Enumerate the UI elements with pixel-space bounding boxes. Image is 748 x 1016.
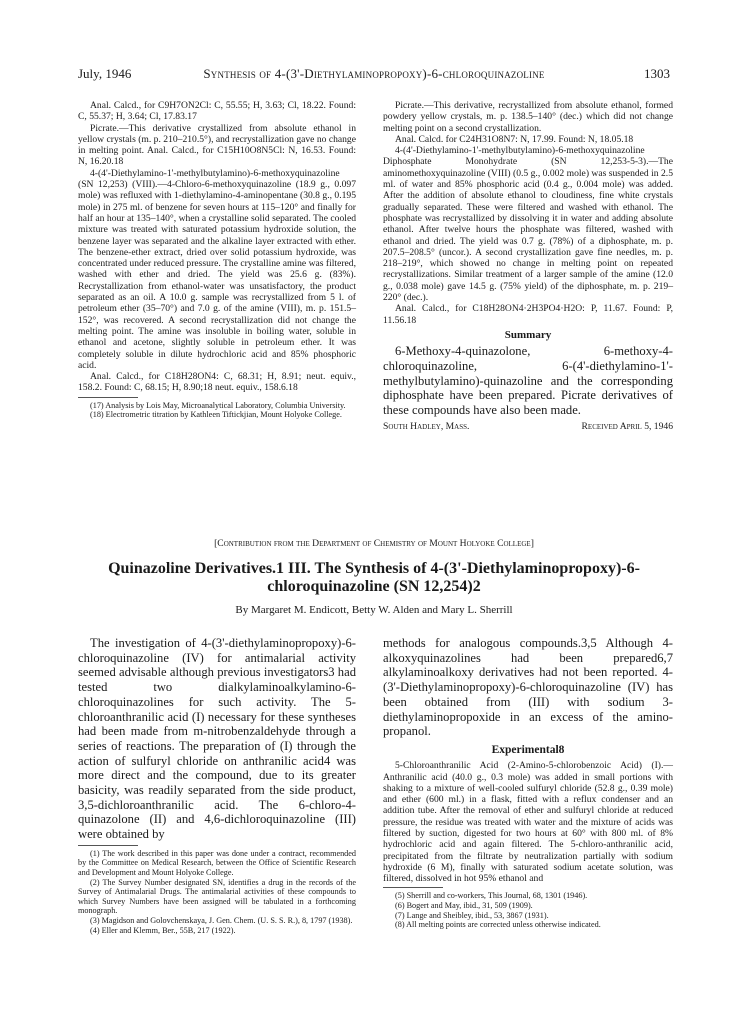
running-header xyxy=(78,66,670,82)
footnote-divider xyxy=(78,397,138,398)
compound-viii-paragraph: 4-(4'-Diethylamino-1'-methylbutylamino)-6-methoxyquinazoline (SN 12,253) (VIII).—4-Chloro-6-methoxyquinazoline (18.9 g., 0.097 mole) was refluxed with 1-diethylamino-4-aminopentane (30.8 g., 0.195 mole) in 275 ml. of benzene for seven hours at 115–120° and finally for half an hour at 135–140°, when a crystalline solid separated. The cooled mixture was treated with saturated potassium hydroxide solution, the benzene layer was separated and the alkaline layer extracted with ether. The benzene-ether extract, dried over solid potassium hydroxide, was concentrated under reduced pressure. The crystalline amine was filtered, washed with ether and dried. The yield was 25.6 g. (83%). Recrystallization from ethanol-water was unsatisfactory, the product separated as an oil. A 10.0 g. sample was recrystallized from 5 l. of petroleum ether (35–70°) and 7.0 g. of the amine (VIII), m. p. 151.5–152°, was recovered. A second recrystallization did not change the melting point. The amine was insoluble in boiling water, soluble in ethanol and acetone, slightly soluble in petroleum ether. It was completely soluble in dilute hydrochloric acid and 85% phosphoric acid. xyxy=(78,167,356,371)
footnote-17: (17) Analysis by Lois May, Microanalytical Laboratory, Columbia University. xyxy=(90,400,346,410)
footnote-5: (5) Sherrill and co-workers, This Journal, 68, 1301 (1946). xyxy=(395,891,588,901)
footnote-18: (18) Electrometric titration by Kathleen Tiftickjian, Mount Holyoke College. xyxy=(90,410,342,420)
footnote-8: (8) All melting points are corrected unless otherwise indicated. xyxy=(395,920,601,930)
title-line-2: chloroquinazoline (SN 12,254)2 xyxy=(267,578,481,595)
footnote-divider xyxy=(383,887,443,888)
footnote-1: (1) The work described in this paper was done under a contract, recommended by the Committee on Medical Research, between the Office of Scientific Research and Development and Mount Holyoke College. xyxy=(78,848,356,878)
picrate-paragraph: Picrate.—This derivative crystallized from absolute ethanol in yellow crystals (m. p. 210–210.5°), and recrystallization gave no change in melting point. Anal. Calcd., for C15H10O8N5Cl: N, 16.53. Found: N, 16.20.18 xyxy=(78,122,356,168)
header-title: Synthesis of 4-(3'-Diethylaminopropoxy)-6-chloroquinazoline xyxy=(203,66,545,81)
summary-heading: Summary xyxy=(504,328,552,341)
intro-paragraph: The investigation of 4-(3'-diethylaminopropoxy)-6-chloroquinazoline (IV) for antimalarial activity seemed advisable although previous investigators3 had tested two dialkylaminoalkylamino-6-chloroquinazolines for such activity. The 5-chloroanthranilic acid (I) necessary for these syntheses had been made from m-nitrobenzaldehyde through a series of reactions. The preparation of (I) through the action of sulfuryl chloride on anthranilic acid4 was more direct and the compound, due to its greater basicity, was readily separated from the side product, 3,5-dichloroanthranilic acid. The 6-chloro-4-quinazolone (II) and 4,6-dichloroquinazoline (III) were obtained by xyxy=(78,636,356,842)
summary-text: 6-Methoxy-4-quinazolone, 6-methoxy-4-chloroquinazoline, 6-(4'-diethylamino-1'-methylbutylamino)-quinazoline and the corresponding diphosphate have been prepared. Picrate derivatives of these compounds have also been made. xyxy=(383,344,673,418)
footnote-6: (6) Bogert and May, ibid., 31, 509 (1909). xyxy=(395,901,533,911)
footnote-7: (7) Lange and Sheibley, ibid., 53, 3867 (1931). xyxy=(395,910,549,920)
top-left-column xyxy=(78,100,356,420)
analysis-paragraph: Anal. Calcd., for C9H7ON2Cl: C, 55.55; H, 3.63; Cl, 18.22. Found: C, 55.37; H, 3.64; Cl, 17.83.17 xyxy=(78,100,356,123)
authors: By Margaret M. Endicott, Betty W. Alden and Mary L. Sherrill xyxy=(235,604,513,616)
intro-continued-paragraph: methods for analogous compounds.3,5 Although 4-alkoxyquinazolines had been prepared6,7 alkylaminoalkoxy derivatives had not been reported. 4-(3'-Diethylaminopropoxy)-6-chloroquinazoline (IV) has been obtained from (III) with sodium 3-diethylaminopropoxide in an excess of the amino-propanol. xyxy=(383,636,673,739)
contribution-line: [Contribution from the Department of Chemistry of Mount Holyoke College] xyxy=(214,538,534,549)
bottom-left-column xyxy=(78,636,356,935)
footnote-3: (3) Magidson and Golovchenskaya, J. Gen. Chem. (U. S. S. R.), 8, 1797 (1938). xyxy=(90,916,353,925)
signature-line xyxy=(383,421,673,432)
analysis-picrate-paragraph: Anal. Calcd. for C24H31O8N7: N, 17.99. Found: N, 18.05.18 xyxy=(395,133,634,145)
footnote-4: (4) Eller and Klemm, Ber., 55B, 217 (1922). xyxy=(90,925,236,935)
analysis-viii-paragraph: Anal. Calcd., for C18H28ON4: C, 68.31; H, 8.91; neut. equiv., 158.2. Found: C, 68.15; H, 8.90;18 neut. equiv., 158.6.18 xyxy=(78,371,356,394)
bottom-right-column xyxy=(383,636,673,930)
diphosphate-paragraph: 4-(4'-Diethylamino-1'-methylbutylamino)-6-methoxyquinazoline Diphosphate Monohydrate (SN 12,253-5-3).—The aminomethoxyquinazoline (VIII) (0.5 g., 0.002 mole) was suspended in 2.5 ml. of water and 85% phosphoric acid (0.4 g., 0.004 mole) was added. After the addition of absolute ethanol to cloudiness, fine white crystals gradually separated. These were filtered and washed with ethanol. The phosphate was recrystallized by dissolving it in water and adding absolute ethanol. After twelve hours the phosphate was filtered, washed with ethanol and dried. The yield was 0.7 g. (78%) of a diphosphate, m. p. 207.5–208.5° (uncor.). A second crystallization gave fine needles, m. p. 218–219°, which showed no change in melting point on repeated recrystallizations. Similar treatment of a larger sample of the amine (12.0 g., 0.038 mole) gave 14.5 g. (75% yield) of the diphosphate, m. p. 219–220° (dec.). xyxy=(383,145,673,304)
header-page-number: 1303 xyxy=(644,66,670,81)
chloroanthranilic-paragraph: 5-Chloroanthranilic Acid (2-Amino-5-chlorobenzoic Acid) (I).—Anthranilic acid (40.0 g., 0.3 mole) was added in small portions with shaking to a mixture of well-cooled sulfuryl chloride (52.8 g., 0.39 mole) and ether (600 ml.) in a flask, fitted with a reflux condenser and an addition tube. After the removal of ether and sulfuryl chloride at reduced pressure, the residue was treated with water and the mixture of acids was filtered by suction, digested for two hours at 60° with 800 ml. of 8% hydrochloric acid and again filtered. The 5-chloro-anthranilic acid, precipitated from the filtrate by neutralization partially with sodium hydroxide (6 M), finally with saturated sodium acetate solution, was filtered, dissolved in hot 95% ethanol and xyxy=(383,760,673,885)
footnote-2: (2) The Survey Number designated SN, identifies a drug in the records of the Survey of Antimalarial Drugs. The antimalarial activities of these compounds to which Survey Numbers have been assigned will be tabulated in a forthcoming monograph. xyxy=(78,877,356,916)
analysis-diphosphate-paragraph: Anal. Calcd., for C18H28ON4·2H3PO4·H2O: P, 11.67. Found: P, 11.56.18 xyxy=(383,303,673,326)
experimental-heading: Experimental8 xyxy=(491,743,565,756)
article-title xyxy=(78,560,670,596)
footnote-divider xyxy=(78,845,138,846)
received-date: Received April 5, 1946 xyxy=(581,420,673,432)
picrate-viii-paragraph: Picrate.—This derivative, recrystallized from absolute ethanol, formed powdery yellow crystals, m. p. 138.5–140° (dec.) which did not change melting point on a second crystallization. xyxy=(383,100,673,134)
top-right-column xyxy=(383,100,673,432)
header-date: July, 1946 xyxy=(78,66,132,81)
place: South Hadley, Mass. xyxy=(383,420,470,432)
title-line-1: Quinazoline Derivatives.1 III. The Synthesis of 4-(3'-Diethylaminopropoxy)-6- xyxy=(108,560,640,577)
